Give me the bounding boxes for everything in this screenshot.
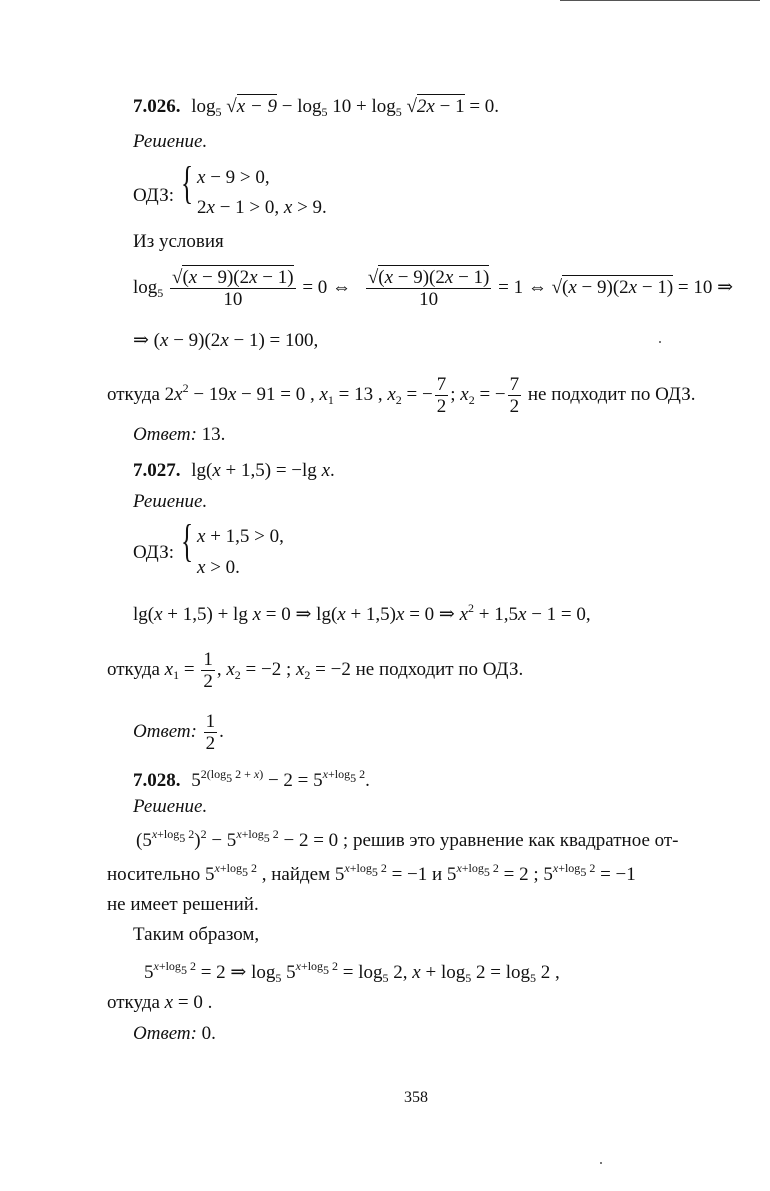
page-number: 358: [404, 1089, 428, 1106]
solution-line-2: носительно $5^{x+log_5 2}$ , найдем $5^{x+log_5 2} = -1$ и $5^{x+log_5 2} = 2$ ; $5^{x+log_5 2} = -1$: [107, 861, 636, 885]
scan-speck: [600, 1162, 602, 1164]
odz-label: ОДЗ:: [133, 185, 175, 206]
solution-line-6: откуда x = 0 .: [107, 992, 213, 1013]
problem-7028-header: [133, 768, 370, 790]
result-line: откуда $x_1$ = $\frac{1}{2}$ , $x_2 = -2$ ; $x_2 = -2$ не подходит по ОДЗ.: [107, 649, 524, 692]
solution-line-4: Таким образом,: [133, 924, 260, 945]
scan-speck: [659, 341, 661, 343]
product-equation: ⇒ (x − 9)(2x − 1) = 100,: [133, 330, 319, 351]
system-brace: {: [181, 515, 194, 566]
problem-7026-header: [133, 97, 499, 118]
answer-7028: [133, 1024, 216, 1043]
solution-line-1: $(5^{x+log_5 2})^2 - 5^{x+log_5 2} - 2 = 0$ ; решив это уравнение как квадратное от-: [136, 827, 679, 851]
condition-text: Из условия: [133, 231, 224, 252]
answer-label: Ответ:: [133, 1023, 197, 1044]
problem-number: 7.026.: [133, 96, 181, 117]
answer-value: 13.: [201, 424, 226, 445]
odz-label: ОДЗ:: [133, 542, 175, 563]
problem-equation: $5^{2(log_5 2 + x)} - 2 = 5^{x+log_5 2}$.: [191, 767, 370, 791]
lg-equation-step: lg(x + 1,5) + lg x = 0 ⇒ lg(x + 1,5)x = 0 ⇒ $x^2 + 1,5x - 1 = 0$,: [133, 601, 591, 625]
solution-label: Решение.: [133, 131, 208, 152]
answer-label: Ответ:: [133, 424, 197, 445]
problem-number: 7.027.: [133, 460, 181, 481]
odz-line-1: x + 1,5 > 0,: [197, 526, 284, 547]
problem-7027-header: [133, 461, 335, 480]
solution-line-5: $5^{x+log_5 2} = 2$ ⇒ $\log_5 5^{x+log_5 2} = \log_5 2$, $x + \log_5 2 = \log_5 2$ ,: [144, 959, 560, 985]
answer-7027: Ответ: $\frac{1}{2}$ .: [133, 711, 224, 754]
answer-7026: [133, 425, 225, 444]
log-equation-step: $\log_5$ $\frac{√(x - 9)(2x - 1)}{10}$ = 0 ⇔ $\frac{√(x - 9)(2x - 1)}{10}$ = 1 ⇔ √(x − 9)(2x − 1) = 10 ⇒: [133, 267, 734, 310]
solution-label: Решение.: [133, 796, 208, 817]
problem-number: 7.028.: [133, 770, 181, 791]
system-brace: {: [181, 157, 194, 208]
odz-line-1: x − 9 > 0,: [197, 167, 270, 188]
top-rule: [560, 0, 760, 1]
problem-equation: $\log_5 √x - 9 - \log_5 10 + \log_5 √2x - 1 = 0$.: [191, 96, 500, 119]
answer-value: 0.: [201, 1023, 216, 1044]
result-line: откуда $2x^2 - 19x - 91 = 0$ , $x_1 = 13$ , $x_2$ = − $\frac{7}{2}$ ; $x_2$ = − $\frac{7}{2}$ не подходит по ОДЗ.: [107, 374, 696, 417]
solution-line-3: не имеет решений.: [107, 894, 259, 915]
problem-equation: lg(x + 1,5) = −lg x.: [191, 460, 335, 481]
odz-line-2: x > 0.: [197, 557, 240, 578]
answer-label: Ответ:: [133, 720, 197, 742]
odz-line-2: 2x − 1 > 0, x > 9.: [197, 197, 327, 218]
solution-label: Решение.: [133, 491, 208, 512]
